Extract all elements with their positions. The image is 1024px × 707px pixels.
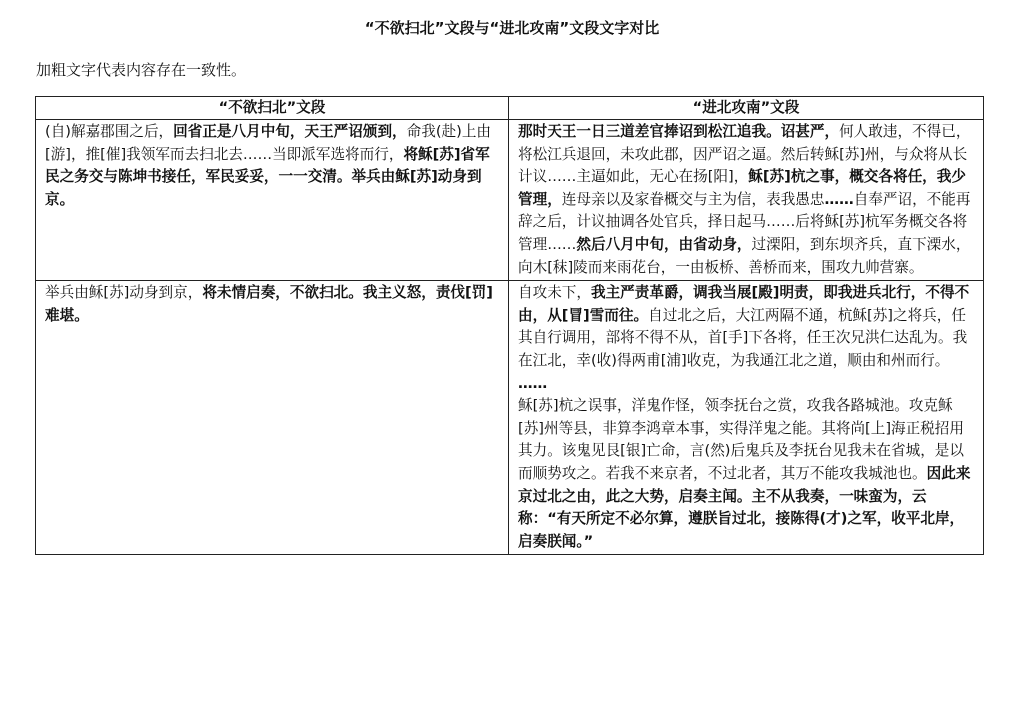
bold-consistent-text: 我主严责革爵，调我当展[殿]明责，即我进兵北行，不得不由，从[冒]雪而往。 — [518, 284, 970, 324]
table-row — [36, 120, 984, 281]
bold-consistent-text: …… — [824, 190, 854, 208]
bold-consistent-text: 那时天王一日三道差官捧诏到松江追我。诏甚严， — [518, 123, 840, 140]
cell-bu-yu-sao-bei — [36, 281, 509, 555]
comparison-table — [35, 96, 984, 555]
bold-consistent-text: 回省正是八月中旬，天王严诏颁到， — [173, 123, 407, 140]
plain-text: 稣[苏]杭之误事，洋鬼作怪，领李抚台之赏，攻我各路城池。攻克稣[苏]州等县，非算李鸿章本事，实得洋鬼之能。其将尚[上]海正税招用其力。该鬼见艮[银]亡命，言(然)后鬼兵及李抚台见我未在省城，是以而顺势攻之。若我不来京者，不过北者，其万不能攻我城池也。 — [518, 397, 964, 482]
column-header-jin-bei-gong-nan: “进北攻南”文段 — [509, 97, 984, 120]
bold-consistent-text: 因此来京过北之由，此之大势，启奏主闻。主不从我奏，一味蛮为，云称：“有天所定不必尔算，遵朕旨过北，接陈得(才)之军，收平北岸，启奏朕闻。” — [518, 464, 971, 550]
plain-text: 举兵由稣[苏]动身到京， — [45, 284, 203, 302]
cell-jin-bei-gong-nan — [509, 281, 984, 555]
plain-text: 自过北之后，大江两隔不通，杭稣[苏]之将兵，任其自行调用，部将不得不从，首[手]下各将，任王次兄洪仁达乱为。我在江北，幸(收)得两甫[浦]收克，为我通江北之道，顺由和州而行。 — [518, 306, 968, 369]
plain-text: 自奉严诏，不能再辞之后，计议抽调各处官兵，择日起马……后将稣[苏]杭军务概交各将管理…… — [518, 190, 971, 253]
plain-text: 命我(赴)上由[游]，推[催]我领军而去扫北去……当即派军选将而行， — [45, 123, 492, 163]
table-header-row — [36, 97, 984, 120]
plain-text: 自攻未下， — [518, 284, 591, 302]
bold-consistent-text: …… — [518, 374, 548, 392]
plain-text: 过溧阳，到东坝齐兵，直下溧水，向木[秣]陵而来雨花台，一由板桥、善桥而来，围攻九帅营寨。 — [518, 235, 971, 276]
legend-note: 加粗文字代表内容存在一致性。 — [36, 61, 247, 79]
table-row — [36, 281, 984, 555]
bold-consistent-text: 稣[苏]杭之事，概交各将任，我少管理， — [518, 168, 966, 208]
plain-text: 连母亲以及家眷概交与主为信，表我愚忠 — [561, 190, 825, 208]
bold-consistent-text: 然后八月中旬，由省动身， — [576, 235, 752, 253]
cell-jin-bei-gong-nan — [509, 120, 984, 281]
cell-bu-yu-sao-bei — [36, 120, 509, 281]
column-header-bu-yu-sao-bei: “不欲扫北”文段 — [36, 97, 509, 120]
bold-consistent-text: 将未情启奏，不欲扫北。我主义怒，责伐[罚]难堪。 — [45, 284, 493, 324]
plain-text: 何人敢违，不得已，将松江兵退回，未攻此郡，因严诏之逼。然后转稣[苏]州，与众将从长计议……主逼如此，无心在扬[阳]， — [518, 123, 971, 186]
plain-text: (自)解嘉郡围之后， — [45, 123, 174, 140]
bold-consistent-text: 将稣[苏]省军民之务交与陈坤书接任，军民妥妥，一一交清。举兵由稣[苏]动身到京。 — [45, 145, 490, 208]
page-title: “不欲扫北”文段与“进北攻南”文段文字对比 — [364, 19, 660, 37]
